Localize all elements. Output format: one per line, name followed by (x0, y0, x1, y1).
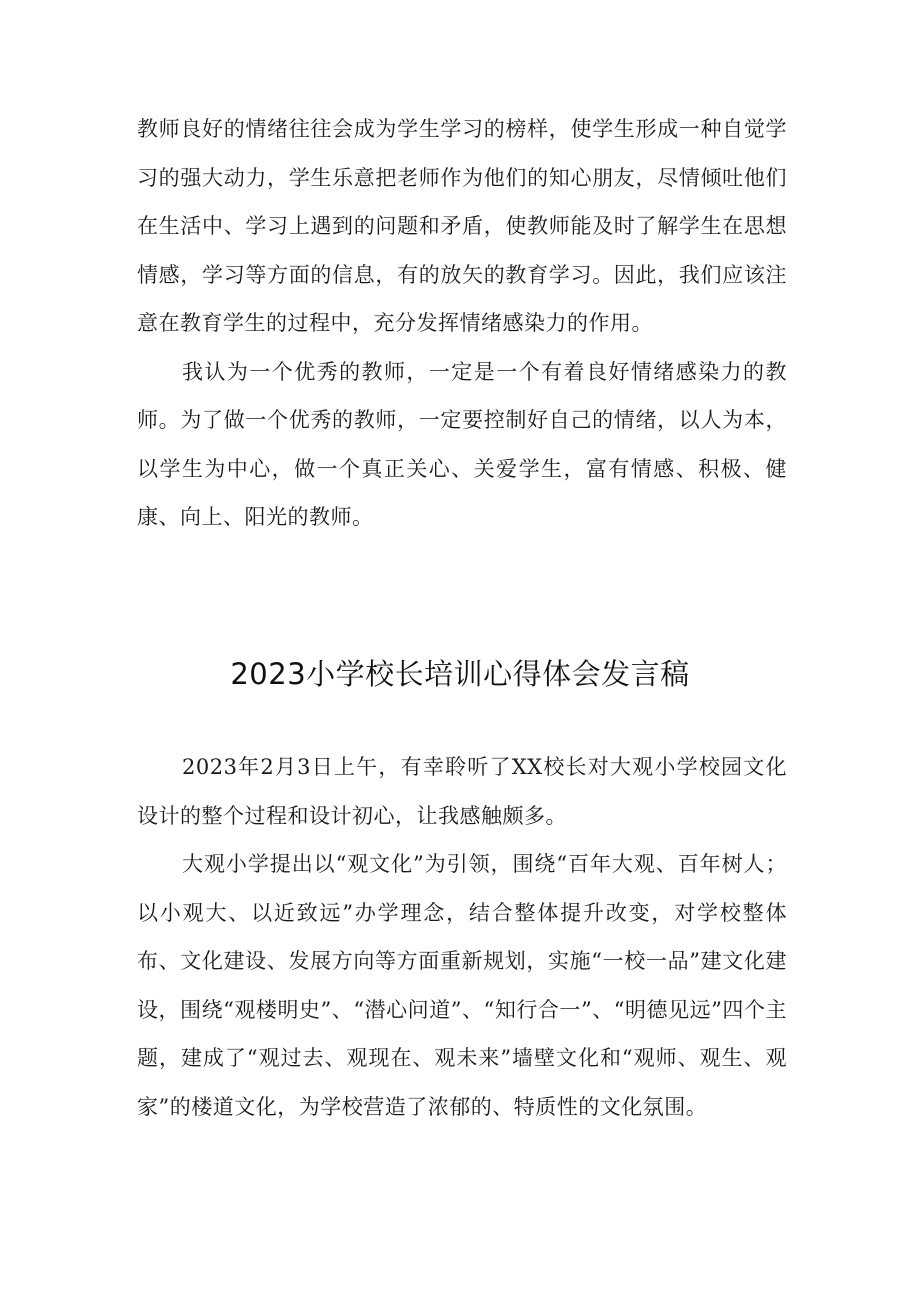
paragraph-4: 大观小学提出以“观文化”为引领，围绕“百年大观、百年树人；以小观大、以近致远”办学理念，结合整体提升改变，对学校整体布、文化建设、发展方向等方面重新规划，实施“一校一品”建文化建设，围绕“观楼明史”、“潜心问道”、“知行合一”、“明德见远”四个主题，建成了“观过去、观现在、观未来”墙壁文化和“观师、观生、观家”的楼道文化，为学校营造了浓郁的、特质性的文化氛围。 (137, 852, 787, 1119)
paragraph-1: 教师良好的情绪往往会成为学生学习的榜样，使学生形成一种自觉学习的强大动力，学生乐意把老师作为他们的知心朋友，尽情倾吐他们在生活中、学习上遇到的问题和矛盾，使教师能及时了解学生在思想情感，学习等方面的信息，有的放矢的教育学习。因此，我们应该注意在教育学生的过程中，充分发挥情绪感染力的作用。 (137, 117, 787, 335)
paragraph-3: 2023年2月3日上午，有幸聆听了XX校长对大观小学校园文化设计的整个过程和设计初心，让我感触颇多。 (137, 755, 787, 828)
document-title: 2023小学校长培训心得体会发言稿 (230, 657, 690, 691)
paragraph-2: 我认为一个优秀的教师，一定是一个有着良好情绪感染力的教师。为了做一个优秀的教师，一定要控制好自己的情绪，以人为本，以学生为中心，做一个真正关心、关爱学生，富有情感、积极、健康、向上、阳光的教师。 (137, 359, 787, 529)
section-1-body (137, 105, 787, 542)
section-2-body (137, 743, 787, 1131)
